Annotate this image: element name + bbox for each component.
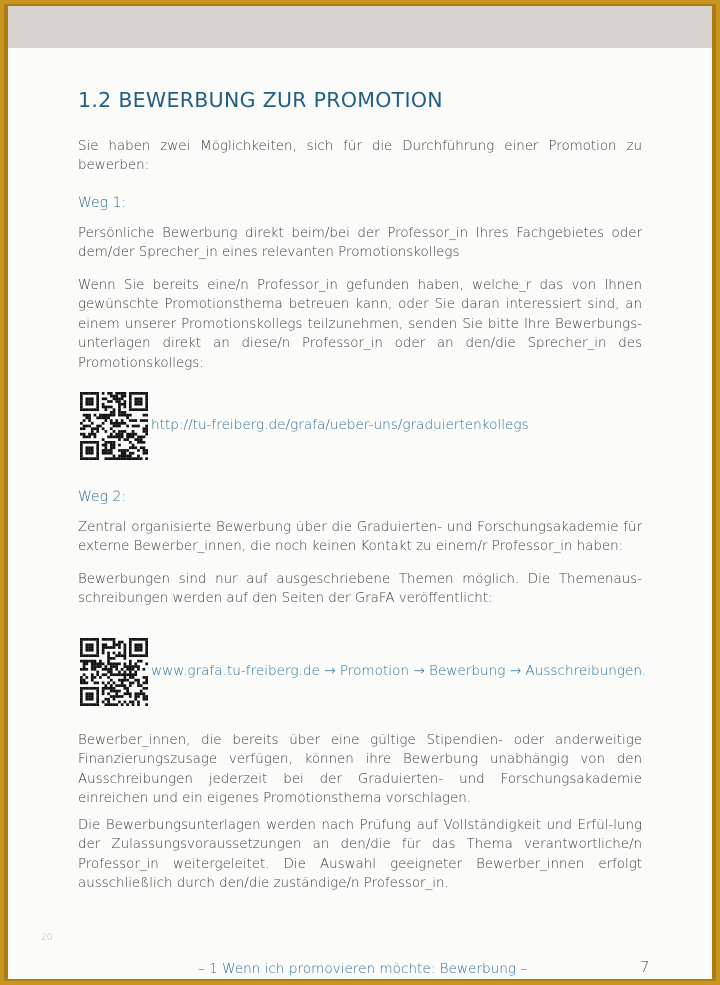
- document-page: [8, 6, 712, 979]
- weg2-paragraph-3: Bewerber_innen, die bereits über eine gültige Stipendien- oder anderweitige Finanzierungszusage verfügen, können ihre Bewerbung unabhängig von den Ausschreibungen jederzeit bei der Graduierten- und Forschungsakademie einreichen und ein eigenes Promotionsthema vorschlagen.: [78, 733, 642, 807]
- weg2-label: Weg 2:: [78, 489, 127, 505]
- weg1-paragraph-1: Persönliche Bewerbung direkt beim/bei der Professor_in Ihres Fachgebietes oder dem/der Sprecher_in eines relevanten Promotionskollegs: [78, 226, 642, 261]
- qr-code-icon: [80, 638, 148, 706]
- weg2-link[interactable]: www.grafa.tu-freiberg.de → Promotion → Bewerbung → Ausschreibungen.: [151, 663, 647, 679]
- weg2-paragraph-1: Zentral organisierte Bewerbung über die Graduierten- und Forschungsakademie für externe Bewerber_innen, die noch keinen Kontakt zu einem/r Professor_in haben:: [78, 520, 642, 555]
- top-band: [8, 6, 712, 48]
- weg2-paragraph-4: Die Bewerbungsunterlagen werden nach Prüfung auf Vollständigkeit und Erfül-lung der Zulassungsvoraussetzungen an den/die für das Thema verantwortliche/n Professor_in weitergeleitet. Die Auswahl geeigneter Bewerber_innen erfolgt ausschließlich durch den/die zuständige/n Professor_in.: [78, 818, 642, 892]
- weg2-paragraph-2: Bewerbungen sind nur auf ausgeschriebene Themen möglich. Die Themenaus-schreibungen werden auf den Seiten der GraFA veröffentlicht:: [78, 572, 642, 607]
- weg1-link[interactable]: http://tu-freiberg.de/grafa/ueber-uns/graduiertenkollegs: [151, 417, 529, 433]
- qr-code-icon: [80, 392, 148, 460]
- footer-text: – 1 Wenn ich promovieren möchte: Bewerbung –: [198, 961, 528, 977]
- weg1-label: Weg 1:: [78, 195, 127, 211]
- page-number: 7: [640, 958, 650, 976]
- page-title: 1.2 BEWERBUNG ZUR PROMOTION: [78, 88, 443, 112]
- weg1-paragraph-2: Wenn Sie bereits eine/n Professor_in gefunden haben, welche_r das von Ihnen gewünschte Promotionsthema betreuen kann, oder Sie daran interessiert sind, an einem unserer Promotionskollegs teilzunehmen, senden Sie bitte Ihre Bewerbungs-unterlagen direkt an diese/n Professor_in oder an den/die Sprecher_in des Promotionskollegs:: [78, 278, 642, 371]
- intro-paragraph: Sie haben zwei Möglichkeiten, sich für die Durchführung einer Promotion zu bewerben:: [78, 139, 642, 174]
- side-number: 20: [41, 933, 53, 943]
